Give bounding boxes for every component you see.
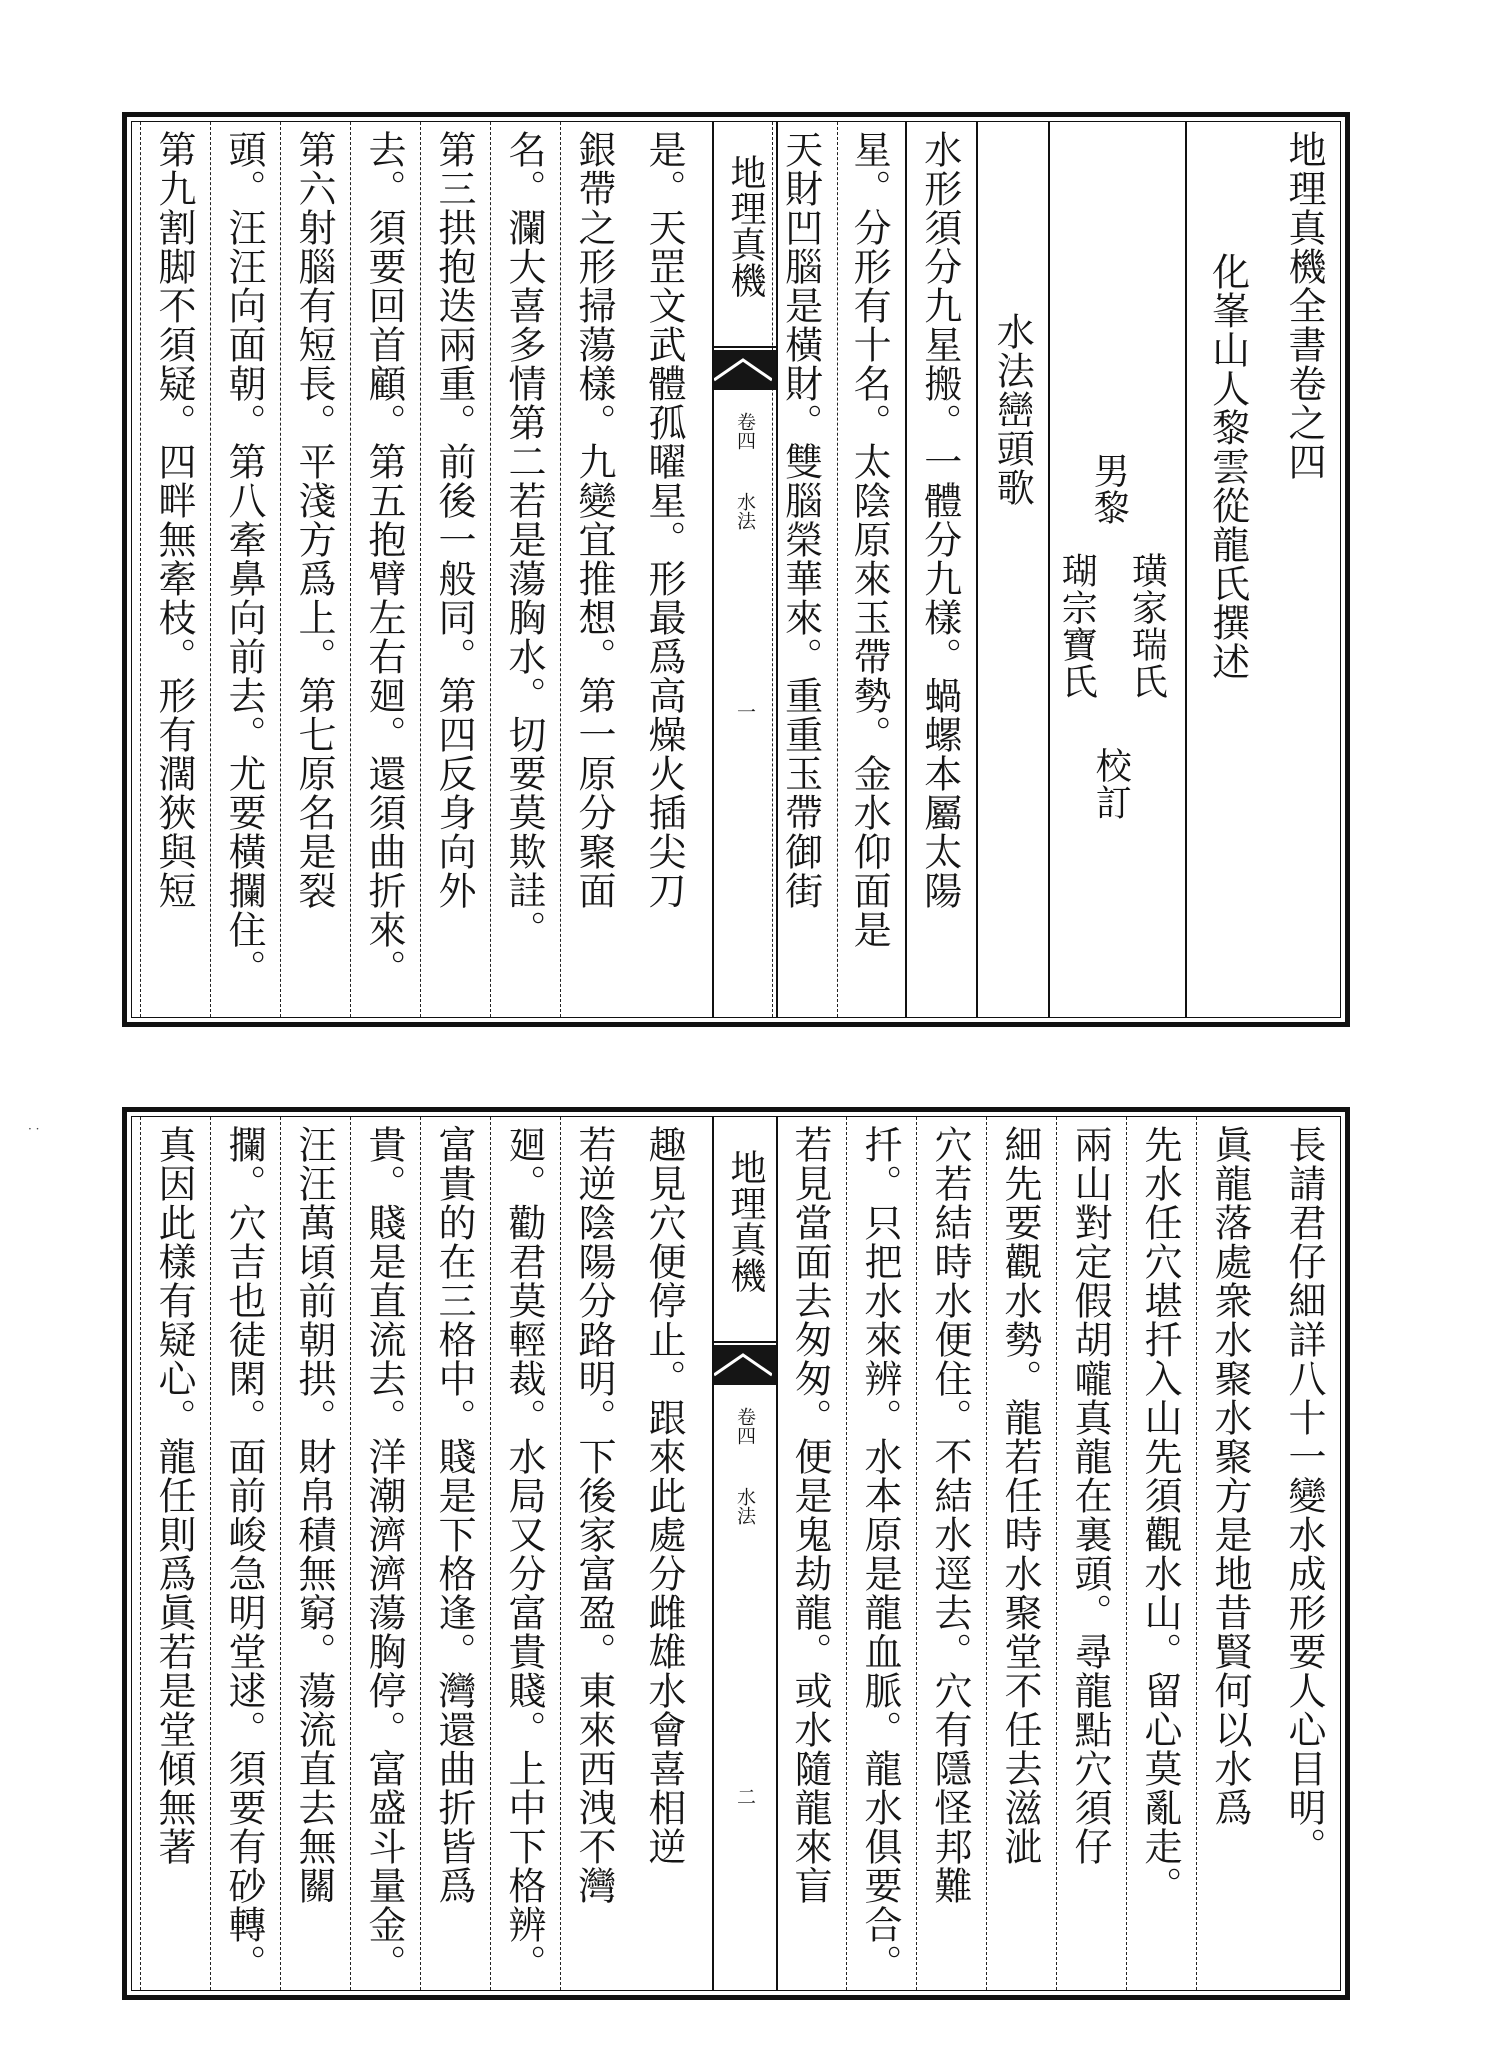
text-column [560, 1117, 630, 1990]
upper-page-inner-border [131, 121, 1341, 1018]
volume-heading: 地理真機全書卷之四 [1282, 130, 1326, 481]
editors-role: 校訂 [1090, 747, 1132, 821]
editors-prefix: 男黎 [1088, 452, 1130, 526]
editor-name-2: 瑚宗寶氏 [1056, 552, 1098, 700]
verse-line: 真因此樣有疑心。龍任則爲眞若是堂傾無著 [152, 1125, 196, 1866]
text-column [420, 122, 490, 1017]
verse-line: 細先要觀水勢。龍若任時水聚堂不任去滋泚 [998, 1125, 1042, 1866]
volume-heading-column [1264, 122, 1340, 1017]
upper-left-half [132, 122, 700, 1017]
verse-line: 第六射腦有短長。平淺方爲上。第七原名是裂 [292, 130, 336, 910]
running-title: 地理真機 [714, 128, 776, 348]
volume-label: 卷四 [734, 1407, 756, 1445]
text-column [560, 122, 630, 1017]
text-column [630, 122, 700, 1017]
text-column [1126, 1117, 1196, 1990]
lower-left-half [132, 1117, 700, 1990]
lower-right-half [772, 1117, 1340, 1990]
text-column [1196, 1117, 1266, 1990]
verse-line: 兩山對定假胡嚨真龍在裏頭。尋龍點穴須仔 [1068, 1125, 1112, 1866]
verse-line: 星。分形有十名。太陰原來玉帶勢。金水仰面是 [847, 130, 892, 949]
section-label: 水法 [734, 492, 756, 530]
fishtail-ornament-icon [714, 1345, 776, 1385]
text-column [350, 122, 420, 1017]
volume-label: 卷四 [734, 412, 756, 450]
verse-line: 第九割脚不須疑。四畔無牽枝。形有濶狹與短 [152, 130, 196, 910]
text-column [140, 1117, 210, 1990]
text-column [630, 1117, 700, 1990]
text-column [837, 122, 906, 1017]
verse-line: 去。須要回首顧。第五抱臂左右廻。還須曲折來。 [362, 130, 406, 988]
verse-line: 是。天罡文武體孤曜星。形最爲高燥火插尖刀 [642, 130, 686, 910]
text-column [1056, 1117, 1126, 1990]
verse-line: 眞龍落處衆水聚水聚方是地昔賢何以水爲 [1208, 1125, 1252, 1827]
text-column [280, 122, 350, 1017]
editor-name-1: 璜家瑞氏 [1126, 552, 1168, 700]
verse-line: 穴若結時水便住。不結水逕去。穴有隱怪邦難 [928, 1125, 972, 1905]
verse-line: 長請君仔細詳八十一變水成形要人心目明。 [1282, 1125, 1326, 1866]
upper-right-half [772, 122, 1340, 1017]
text-column [280, 1117, 350, 1990]
editors-column [1048, 122, 1185, 1017]
text-column [905, 122, 976, 1017]
text-column [350, 1117, 420, 1990]
text-column [846, 1117, 916, 1990]
text-column [776, 1117, 846, 1990]
text-column [490, 122, 560, 1017]
verse-line: 攔。穴吉也徒閑。面前峻急明堂逑。須要有砂轉。 [222, 1125, 266, 1983]
verse-line: 富貴的在三格中。賤是下格逢。灣還曲折皆爲 [432, 1125, 476, 1905]
verse-line: 名。瀾大喜多情第二若是蕩胸水。切要莫欺詿。 [502, 130, 546, 949]
center-fold-column [712, 122, 778, 1017]
margin-ink-marks: · · [28, 1122, 40, 1136]
page-number: 一 [734, 702, 756, 721]
verse-line: 若見當面去匆匆。便是鬼劫龍。或水隨龍來盲 [788, 1125, 832, 1905]
text-column [772, 122, 837, 1017]
text-column [210, 122, 280, 1017]
text-column [916, 1117, 986, 1990]
verse-line: 天財凹腦是橫財。雙腦榮華來。重重玉帶御街 [778, 130, 823, 910]
verse-line: 扦。只把水來辨。水本原是龍血脈。龍水俱要合。 [858, 1125, 902, 1983]
verse-line: 先水任穴堪扦入山先須觀水山。留心莫亂走。 [1138, 1125, 1182, 1905]
text-column [986, 1117, 1056, 1990]
section-label: 水法 [734, 1487, 756, 1525]
author-line: 化峯山人黎雲從龍氏撰述 [1205, 252, 1250, 681]
text-column [490, 1117, 560, 1990]
center-fold-column [712, 1117, 778, 1990]
verse-line: 趣見穴便停止。跟來此處分雌雄水會喜相逆 [642, 1125, 686, 1866]
verse-line: 貴。賤是直流去。洋潮濟濟蕩胸停。富盛斗量金。 [362, 1125, 406, 1983]
author-column [1185, 122, 1263, 1017]
upper-page [122, 112, 1350, 1027]
text-column [420, 1117, 490, 1990]
running-title: 地理真機 [714, 1123, 776, 1343]
verse-line: 廻。勸君莫輕裁。水局又分富貴賤。上中下格辨。 [502, 1125, 546, 1983]
lower-page-inner-border [131, 1116, 1341, 1991]
verse-line: 銀帶之形掃蕩樣。九變宜推想。第一原分聚面 [572, 130, 616, 910]
page-number: 二 [734, 1787, 756, 1806]
verse-line: 汪汪萬頃前朝拱。財帛積無窮。蕩流直去無關 [292, 1125, 336, 1905]
text-column [1266, 1117, 1340, 1990]
verse-line: 若逆陰陽分路明。下後家富盈。東來西洩不灣 [572, 1125, 616, 1905]
verse-line: 水形須分九星搬。一體分九樣。蝸螺本屬太陽 [917, 130, 962, 910]
verse-line: 頭。汪汪向面朝。第八牽鼻向前去。尤要橫攔住。 [222, 130, 266, 988]
text-column [210, 1117, 280, 1990]
text-column [140, 122, 210, 1017]
fishtail-ornament-icon [714, 350, 776, 390]
section-title: 水法巒頭歌 [990, 312, 1035, 507]
lower-page [122, 1107, 1350, 2000]
verse-line: 第三拱抱迭兩重。前後一般同。第四反身向外 [432, 130, 476, 910]
section-title-column [976, 122, 1048, 1017]
